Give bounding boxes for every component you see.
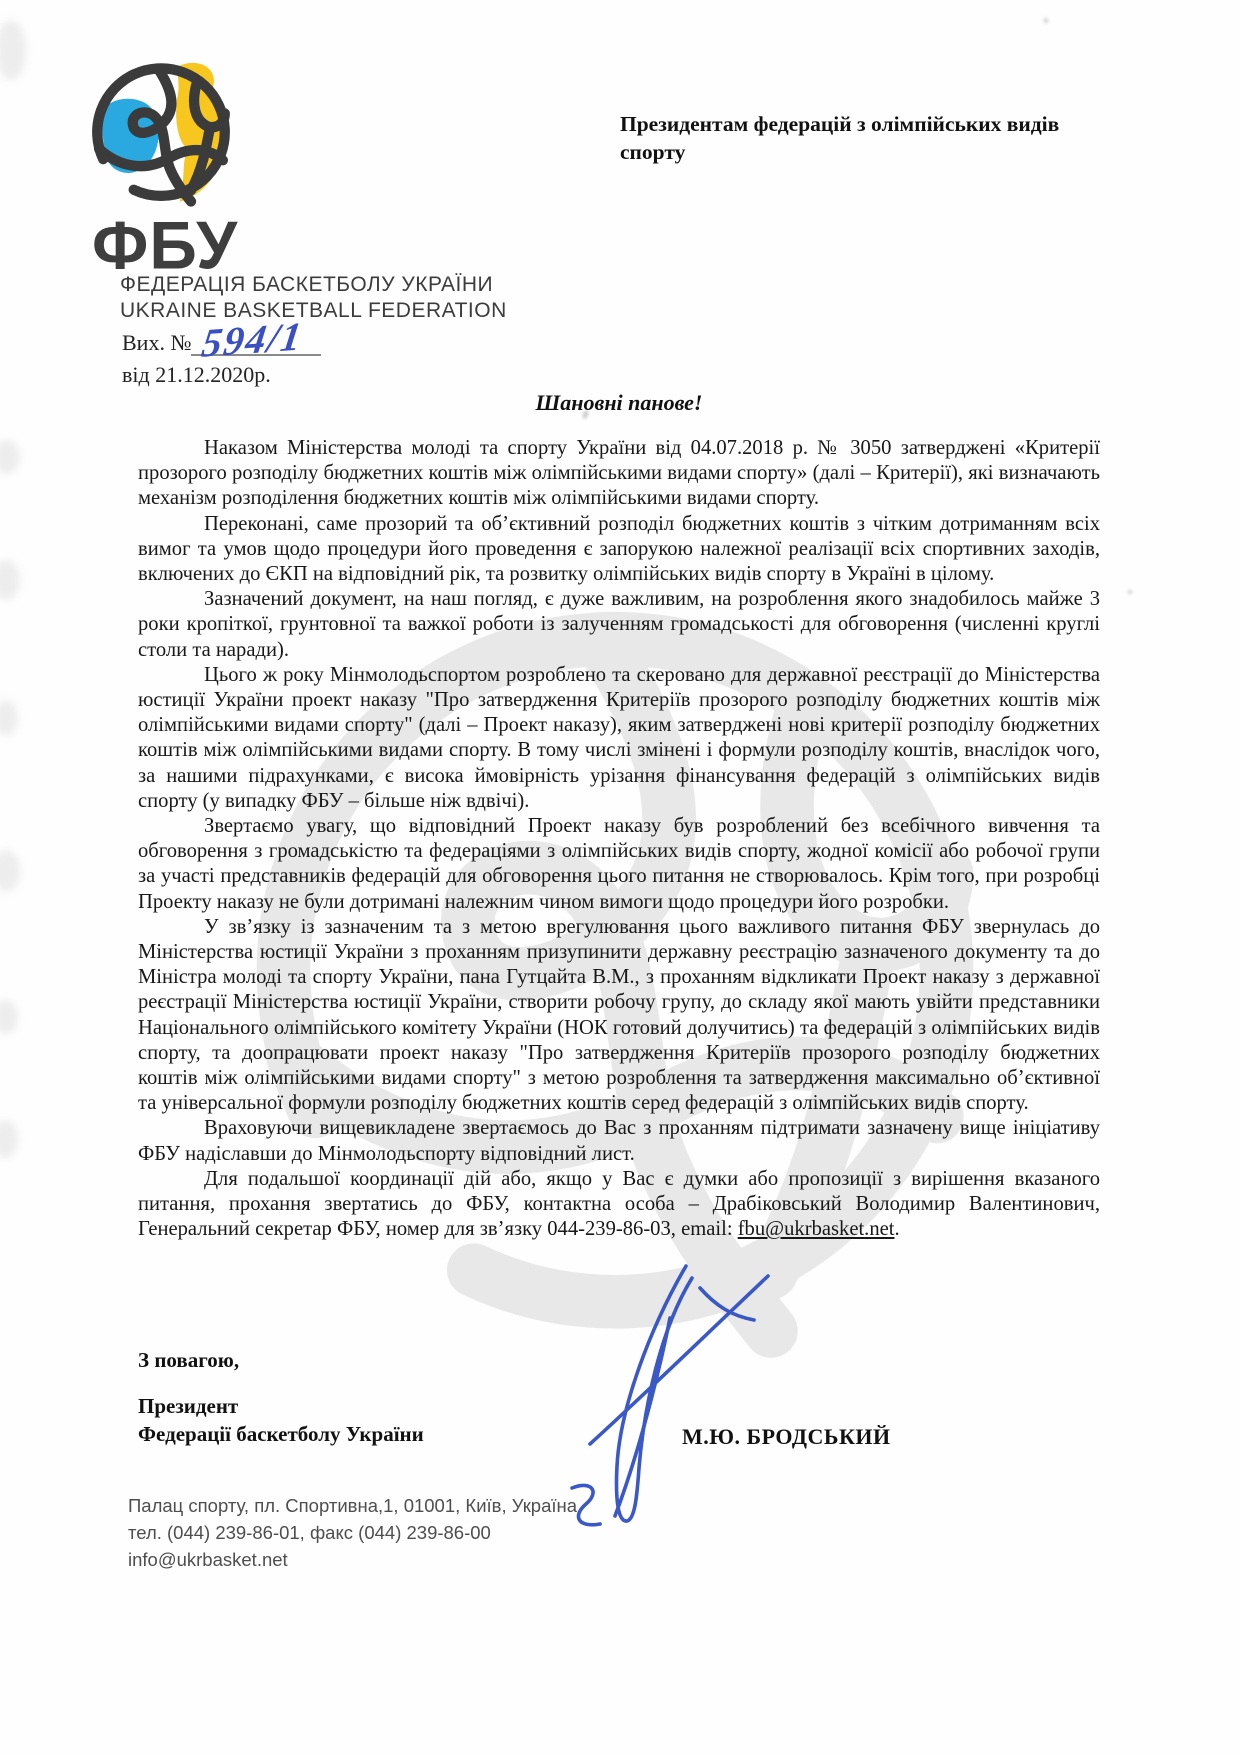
recipient-block: Президентам федерацій з олімпійських видів спорту bbox=[620, 112, 1060, 164]
ref-label: Вих. № bbox=[122, 330, 192, 355]
body-paragraph: Зазначений документ, на наш погляд, є дуже важливим, на розроблення якого знадобилось майже 3 роки кропіткої, грунтовної та важкої роботи із залученням громадськості для обговорення (численні круглі столи та наради). bbox=[138, 588, 1100, 661]
body-paragraph: Звертаємо увагу, що відповідний Проект наказу був розроблений без всебічного вивчення та обговорення з громадськістю та федераціями з олімпійських видів спорту, жодної комісії або робочої групи за участі представників федерацій для обговорення цього питання не створювалось. Крім того, при розробці Проекту наказу не були дотримані належним чином вимоги щодо процедури його розробки. bbox=[138, 815, 1100, 913]
body-paragraph: Цього ж року Мінмолодьспортом розроблено та скеровано для державної реєстрації до Міністерства юстиції України проект наказу "Про затвердження Критеріїв прозорого розподілу бюджетних коштів між олімпійськими видами спорту" (далі – Проект наказу), яким затверджені нові критерії розподілу бюджетних коштів між олімпійськими видами спорту. В тому числі змінені і формули розподілу коштів, внаслідок чого, за нашими підрахунками, є висока ймовірність урізання фінансування федерацій з олімпійських видів спорту (у випадку ФБУ – більше ніж вдвічі). bbox=[138, 663, 1100, 812]
body-paragraph: Враховуючи вищевикладене звертаємось до Вас з проханням підтримати зазначену вище ініціативу ФБУ надіславши до Мінмолодьспорту відповідний лист. bbox=[138, 1117, 1100, 1165]
salutation: Шановні панове! bbox=[535, 390, 703, 415]
scan-smudge bbox=[0, 440, 20, 474]
reference-block bbox=[122, 313, 321, 388]
closing-phrase: З повагою, bbox=[138, 1348, 240, 1372]
signer-title-line1: Президент bbox=[138, 1394, 239, 1418]
final-paragraph-suffix: . bbox=[894, 1218, 900, 1241]
footer-phones: тел. (044) 239-86-01, факс (044) 239-86-00 bbox=[128, 1522, 491, 1543]
handwritten-signature bbox=[518, 1258, 783, 1530]
org-abbreviation: ФБУ bbox=[92, 207, 239, 283]
letter-body bbox=[138, 436, 1100, 1243]
scan-smudge bbox=[0, 1120, 18, 1158]
signer-title-line2: Федерації баскетболу України bbox=[138, 1422, 424, 1446]
letter-date: від 21.12.2020р. bbox=[122, 362, 271, 387]
body-paragraph: Переконані, саме прозорий та об’єктивний розподіл бюджетних коштів з чітким дотриманням всіх вимог та умов щодо процедури його проведення є запорукою належної реалізації всіх спортивних заходів, включених до ЄКП на відповідний рік, та розвитку олімпійських видів спорту в Україні в цілому. bbox=[138, 512, 1100, 586]
scan-smudge bbox=[0, 700, 18, 736]
signer-name: М.Ю. БРОДСЬКИЙ bbox=[682, 1424, 891, 1449]
scan-speck bbox=[1044, 18, 1048, 23]
body-paragraph-final bbox=[138, 1167, 1100, 1243]
scan-speck bbox=[1128, 590, 1132, 594]
footer-address: Палац спорту, пл. Спортивна,1, 01001, Київ, Україна bbox=[128, 1495, 578, 1516]
org-names bbox=[120, 272, 507, 324]
scan-smudge bbox=[0, 20, 26, 80]
body-paragraph: У зв’язку із зазначеним та з метою врегулювання цього важливого питання ФБУ звернулась до Міністерства юстиції України з проханням призупинити державну реєстрацію зазначеного документу та до Міністра молоді та спорту України, пана Гутцайта В.М., з проханням відкликати Проект наказу з державної реєстрації Міністерства юстиції України, створити робочу групу, до складу якої мають увійти представники Національного олімпійського комітету України (НОК готовий долучитись) та федерацій з олімпійських видів спорту, та доопрацювати проект наказу "Про затвердження Критеріїв прозорого розподілу бюджетних коштів між олімпійськими видами спорту" з метою розроблення та затвердження максимально об’єктивної та універсальної формули розподілу бюджетних коштів серед федерацій з олімпійських видів спорту. bbox=[138, 915, 1100, 1115]
org-name-english: UKRAINE BASKETBALL FEDERATION bbox=[120, 299, 507, 322]
footer-contact bbox=[128, 1492, 577, 1573]
ref-number-handwritten: 594/1 bbox=[198, 313, 307, 366]
org-name-ukrainian: ФЕДЕРАЦІЯ БАСКЕТБОЛУ УКРАЇНИ bbox=[120, 273, 494, 296]
body-paragraph: Наказом Міністерства молоді та спорту України від 04.07.2018 р. № 3050 затверджені «Критерії прозорого розподілу бюджетних коштів між олімпійськими видами спорту» (далі – Критерії), які визначають механізм розподілення бюджетних коштів між олімпійськими видами спорту. bbox=[138, 437, 1100, 510]
scan-smudge bbox=[0, 850, 20, 892]
scan-smudge bbox=[0, 560, 20, 600]
contact-email-link[interactable]: fbu@ukrbasket.net bbox=[737, 1218, 895, 1241]
basketball-logo-icon bbox=[86, 58, 236, 210]
fbu-logo bbox=[86, 58, 406, 283]
final-paragraph-text: Для подальшої координації дій або, якщо у Вас є думки або пропозиції з вирішення вказаного питання, прохання звертатись до ФБУ, контактна особа – Драбіковський Володимир Валентинович, Генеральний секретар ФБУ, номер для зв’язку 044-239-86-03, email: bbox=[138, 1167, 1100, 1241]
signer-title bbox=[138, 1392, 424, 1448]
scan-smudge bbox=[0, 1000, 18, 1034]
footer-email: info@ukrbasket.net bbox=[128, 1549, 288, 1570]
